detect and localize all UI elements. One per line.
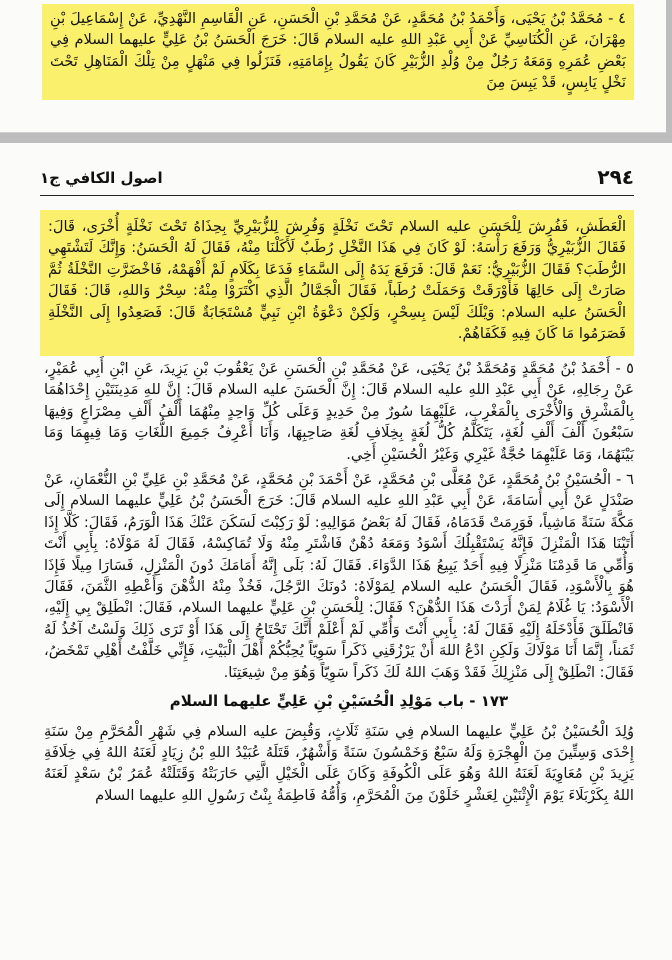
page-body <box>44 358 634 810</box>
chapter-heading: ١٧٣ - باب مَوْلِدِ الْحُسَيْنِ بْنِ عَلِيٍّ عليهما السلام <box>169 692 509 711</box>
highlighted-passage-top <box>42 4 634 100</box>
chapter-text: وُلِدَ الْحُسَيْنُ بْنُ عَلِيٍّ عليهما السلام فِي سَنَةِ ثَلَاثٍ، وَقُبِضَ عليه السلام فِي شَهْرِ الْمُحَرَّمِ مِنْ سَنَةِ إِحْدَى وَسِتِّينَ مِنَ الْهِجْرَةِ وَلَهُ سَبْعٌ وَخَمْسُونَ سَنَةً وَأَشْهُرٌ، قَتَلَهُ عُبَيْدُ اللهِ بْنُ زِيَادٍ لَعَنَهُ اللهُ فِي خِلَافَةِ يَزِيدَ بْنِ مُعَاوِيَةَ لَعَنَهُ اللهُ وَهُوَ عَلَى الْكُوفَةِ وَكَانَ عَلَى الْخَيْلِ الَّتِي حَارَبَتْهُ وَقَتَلَتْهُ عُمَرُ بْنُ سَعْدٍ لَعَنَهُ اللهُ بِكَرْبَلَاءَ يَوْمَ الْإِثْنَيْنِ لِعَشْرٍ خَلَوْنَ مِنَ الْمُحَرَّمِ، وَأُمُّهُ فَاطِمَةُ بِنْتُ رَسُولِ اللهِ عليهما السلام <box>44 722 634 804</box>
book-page <box>0 143 672 960</box>
book-title: اصول الكافي ج١ <box>40 169 163 187</box>
previous-page-fragment <box>0 0 666 133</box>
hadith-6: ٦ - الْحُسَيْنُ بْنُ مُحَمَّدٍ، عَنْ مُعَلَّى بْنِ مُحَمَّدٍ، عَنْ أَحْمَدَ بْنِ مُحَمَّدٍ، عَنْ مُحَمَّدِ بْنِ عَلِيِّ بْنِ النُّعْمَانِ، عَنْ صَنْدَلٍ عَنْ أَبِي أُسَامَةَ، عَنْ أَبِي عَبْدِ اللهِ عليه السلام قَالَ: خَرَجَ الْحَسَنُ بْنُ عَلِيٍّ عليهما السلام إِلَى مَكَّةَ سَنَةً مَاشِياً، فَوَرِمَتْ قَدَمَاهُ، فَقَالَ لَهُ بَعْضُ مَوَالِيهِ: لَوْ رَكِبْتَ لَسَكَنَ عَنْكَ هَذَا الْوَرَمُ، فَقَالَ: كَلَّا إِذَا أَتَيْنَا هَذَا الْمَنْزِلَ فَإِنَّهُ يَسْتَقْبِلُكَ أَسْوَدُ وَمَعَهُ دُهْنٌ فَاشْتَرِ مِنْهُ وَلَا تُمَاكِسْهُ، فَقَالَ لَهُ مَوْلَاهُ: بِأَبِي أَنْتَ وَأُمِّي مَا قَدِمْنَا مَنْزِلًا فِيهِ أَحَدٌ يَبِيعُ هَذَا الدَّوَاءَ. فَقَالَ لَهُ: بَلَى إِنَّهُ أَمَامَكَ دُونَ الْمَنْزِلِ، فَسَارَا مِيلًا فَإِذَا هُوَ بِالْأَسْوَدِ، فَقَالَ الْحَسَنُ عليه السلام لِمَوْلَاهُ: دُونَكَ الرَّجُلَ، فَخُذْ مِنْهُ الدُّهْنَ وَأَعْطِهِ الثَّمَنَ، فَقَالَ الْأَسْوَدُ: يَا غُلَامُ لِمَنْ أَرَدْتَ هَذَا الدُّهْنَ؟ فَقَالَ: لِلْحَسَنِ بْنِ عَلِيٍّ عليهما السلام، فَقَالَ: انْطَلِقْ بِي إِلَيْهِ، فَانْطَلَقَ فَأَدْخَلَهُ إِلَيْهِ فَقَالَ لَهُ: بِأَبِي أَنْتَ وَأُمِّي لَمْ أَعْلَمْ أَنَّكَ تَحْتَاجُ إِلَى هَذَا أَوْ تَرَى ذَلِكَ وَلَسْتُ آخُذُ لَهُ ثَمَناً، إِنَّمَا أَنَا مَوْلَاكَ وَلَكِنِ ادْعُ اللهَ أَنْ يَرْزُقَنِي ذَكَراً سَوِيّاً يُحِبُّكُمْ أَهْلَ الْبَيْتِ، فَإِنِّي خَلَّفْتُ أَهْلِي تَمْخَضُ، فَقَالَ: انْطَلِقْ إِلَى مَنْزِلِكَ فَقَدْ وَهَبَ اللهُ لَكَ ذَكَراً سَوِيّاً وَهُوَ مِنْ شِيعَتِنَا. <box>44 471 634 681</box>
highlighted-passage-main <box>40 210 634 356</box>
hadith-5: ٥ - أَحْمَدُ بْنُ مُحَمَّدٍ وَمُحَمَّدُ بْنُ يَحْيَى، عَنْ مُحَمَّدِ بْنِ الْحَسَنِ عَنْ يَعْقُوبَ بْنِ يَزِيدَ، عَنِ ابْنِ أَبِي عُمَيْرٍ، عَنْ رِجَالِهِ، عَنْ أَبِي عَبْدِ اللهِ عليه السلام قَالَ: إِنَّ الْحَسَنَ عليه السلام قَالَ: إِنَّ للهِ مَدِينَتَيْنِ إِحْدَاهُمَا بِالْمَشْرِقِ وَالْأُخْرَى بِالْمَغْرِبِ، عَلَيْهِمَا سُورٌ مِنْ حَدِيدٍ وَعَلَى كُلِّ وَاحِدٍ مِنْهُمَا أَلْفُ أَلْفِ مِصْرَاعٍ وَفِيهَا سَبْعُونَ أَلْفَ أَلْفِ لُغَةٍ، يَتَكَلَّمُ كُلُّ لُغَةٍ بِخِلَافِ لُغَةِ صَاحِبِهَا، وَأَنَا أَعْرِفُ جَمِيعَ اللُّغَاتِ وَمَا فِيهِمَا وَمَا بَيْنَهُمَا، وَمَا عَلَيْهِمَا حُجَّةٌ غَيْرِي وَغَيْرُ الْحُسَيْنِ أَخِي. <box>44 360 634 463</box>
highlighted-text: الْعَطَشِ، فَفُرِشَ لِلْحَسَنِ عليه السلام تَحْتَ نَخْلَةٍ وَفُرِشَ لِلزُّبَيْرِيِّ بِحِذَاهُ تَحْتَ نَخْلَةٍ أُخْرَى، قَالَ: فَقَالَ الزُّبَيْرِيُّ وَرَفَعَ رَأْسَهُ: لَوْ كَانَ فِي هَذَا النَّخْلِ رُطَبٌ لَأَكَلْنَا مِنْهُ، فَقَالَ لَهُ الْحَسَنُ: وَإِنَّكَ لَتَشْتَهِي الرُّطَبَ؟ فَقَالَ الزُّبَيْرِيُّ: نَعَمْ قَالَ: فَرَفَعَ يَدَهُ إِلَى السَّمَاءِ فَدَعَا بِكَلَامٍ لَمْ أَفْهَمْهُ، فَاخْضَرَّتِ النَّخْلَةُ ثُمَّ صَارَتْ إِلَى حَالِهَا فَأَوْرَقَتْ وَحَمَلَتْ رُطَباً، فَقَالَ الْجَمَّالُ الَّذِي اكْتَرَوْا مِنْهُ: سِحْرٌ وَاللهِ، قَالَ: فَقَالَ الْحَسَنُ عليه السلام: وَيْلَكَ لَيْسَ بِسِحْرٍ، وَلَكِنْ دَعْوَةُ ابْنِ نَبِيٍّ مُسْتَجَابَةٌ قَالَ: فَصَعِدُوا إِلَى النَّخْلَةِ فَصَرَمُوا مَا كَانَ فِيهِ فَكَفَاهُمْ. <box>48 218 626 343</box>
hadith-4: ٤ - مُحَمَّدُ بْنُ يَحْيَى، وَأَحْمَدُ بْنُ مُحَمَّدٍ، عَنْ مُحَمَّدِ بْنِ الْحَسَنِ، عَنِ الْقَاسِمِ النَّهْدِيِّ، عَنْ إِسْمَاعِيلَ بْنِ مِهْرَانَ، عَنِ الْكُنَاسِيِّ عَنْ أَبِي عَبْدِ اللهِ عليه السلام قَالَ: خَرَجَ الْحَسَنُ بْنُ عَلِيٍّ عليهما السلام فِي بَعْضِ عُمَرِهِ وَمَعَهُ رَجُلٌ مِنْ وُلْدِ الزُّبَيْرِ كَانَ يَقُولُ بِإِمَامَتِهِ، فَنَزَلُوا فِي مَنْهَلٍ مِنْ تِلْكَ الْمَنَاهِلِ تَحْتَ نَخْلٍ يَابِسٍ، قَدْ يَبِسَ مِنَ <box>50 10 626 92</box>
page-number: ٢٩٤ <box>597 165 634 189</box>
page-header <box>40 165 634 196</box>
